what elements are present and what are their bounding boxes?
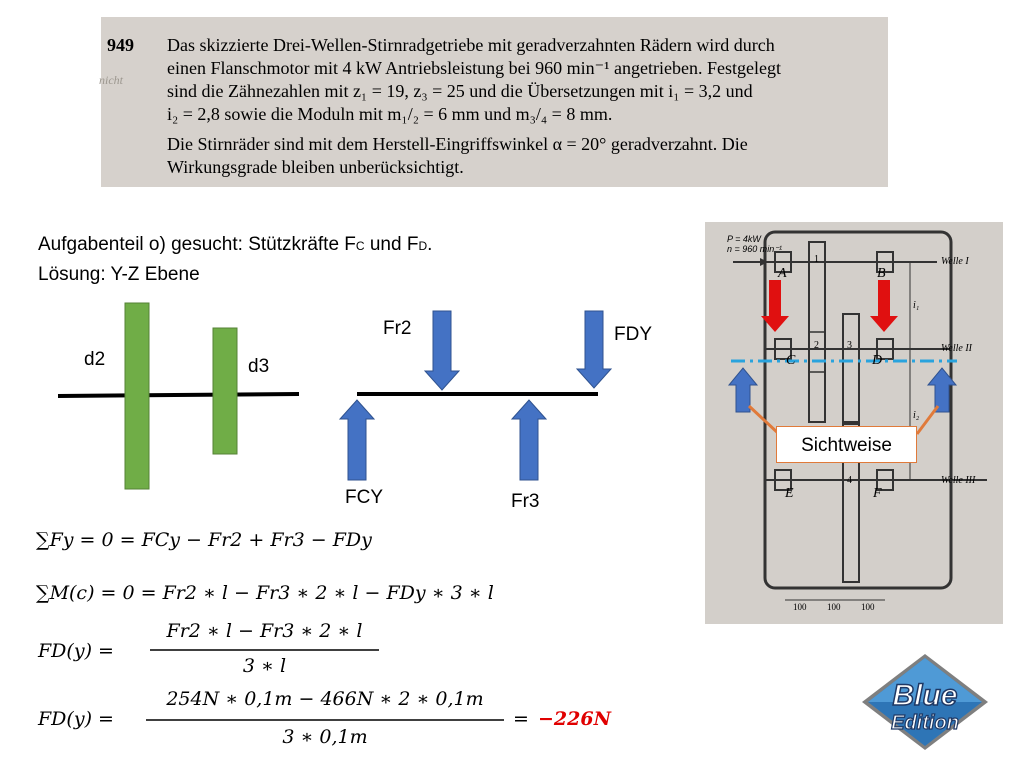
equation-sum-moment: ∑M(c) = 0 = Fr2 ∗ l − Fr3 ∗ 2 ∗ l − FDy ∗ 3 ∗ l: [36, 582, 494, 604]
gear-3-label: 3: [847, 340, 852, 351]
fraction-denominator-1: 3 ∗ l: [242, 655, 287, 677]
gearbox-drawing-scan: [705, 222, 1003, 624]
bearing-a-label: A: [778, 266, 787, 281]
label-d2: d2: [84, 349, 106, 370]
task-heading-main: Aufgabenteil o) gesucht: Stützkräfte F: [38, 234, 356, 255]
fraction-numerator-1: Fr2 ∗ l − Fr3 ∗ 2 ∗ l: [166, 620, 363, 642]
shaft-line: [58, 394, 299, 396]
blue-edition-logo: [858, 650, 992, 754]
task-heading-mid: und F: [364, 234, 419, 255]
i2-label: i₂: [913, 410, 920, 421]
gear-1-label: 1: [814, 254, 819, 265]
bearing-f-label: F: [873, 486, 882, 501]
shaft-1-label: Welle I: [941, 256, 969, 267]
problem-line: i₂ = 2,8 sowie die Moduln mit m₁/₂ = 6 mm und m₃/₄ = 8 mm.: [167, 104, 613, 124]
bearing-d-label: D: [872, 353, 883, 368]
dimension-label-2: 100: [827, 602, 841, 612]
equals-sign: =: [513, 708, 529, 730]
blue-arrow-left: [729, 368, 757, 412]
problem-line: Wirkungsgrade bleiben unberücksichtigt.: [167, 157, 464, 177]
logo-text-blue: Blue: [892, 679, 958, 712]
gear-4-label: 4: [847, 475, 852, 486]
logo-text-edition: Edition: [891, 712, 959, 734]
equation-sum-fy: ∑Fy = 0 = FCy − Fr2 + Fr3 − FDy: [36, 529, 372, 551]
speed-label: n = 960 min⁻¹: [727, 244, 783, 254]
label-d3: d3: [248, 356, 270, 377]
dimension-label-3: 100: [861, 602, 875, 612]
bearing-e-label: E: [785, 486, 794, 501]
label-fdy: FDY: [614, 324, 652, 345]
final-result: −226N: [538, 708, 611, 730]
solution-heading: Lösung: Y-Z Ebene: [38, 264, 200, 285]
red-arrow-b: [870, 280, 898, 332]
problem-line: sind die Zähnezahlen mit z₁ = 19, z₃ = 25 und die Übersetzungen mit i₁ = 3,2 und: [167, 81, 753, 101]
fdy-arrow: [577, 311, 611, 388]
bearing-c-label: C: [786, 353, 796, 368]
view-direction-label: Sichtweise: [776, 426, 917, 463]
gear-d3-bar: [213, 328, 237, 454]
label-fcy: FCY: [345, 487, 383, 508]
fr2-arrow: [425, 311, 459, 390]
fcy-arrow: [340, 400, 374, 480]
task-heading-end: .: [427, 234, 433, 255]
fraction-numerator-2: 254N ∗ 0,1m − 466N ∗ 2 ∗ 0,1m: [166, 688, 484, 710]
gear-2: [809, 332, 825, 372]
label-fr3: Fr3: [511, 491, 540, 512]
shaft-2-label: Welle II: [941, 343, 973, 354]
margin-note: nicht: [99, 73, 123, 87]
equation-fd-lhs-2: FD(y) =: [38, 708, 114, 730]
gear-3: [843, 314, 859, 424]
problem-number: 949: [107, 35, 134, 55]
gear-2-label: 2: [814, 340, 819, 351]
power-label: P = 4kW: [727, 234, 761, 244]
equation-fd-lhs-1: FD(y) =: [38, 640, 114, 662]
problem-line: einen Flanschmotor mit 4 kW Antriebsleistung bei 960 min⁻¹ angetrieben. Festgelegt: [167, 58, 781, 78]
subscript-d: D: [418, 239, 428, 253]
bearing-b-label: B: [877, 266, 886, 281]
orange-line-right: [917, 406, 938, 434]
gear-d2-bar: [125, 303, 149, 489]
problem-line: Das skizzierte Drei-Wellen-Stirnradgetriebe mit geradverzahnten Rädern wird durch: [167, 35, 775, 55]
subscript-c: C: [355, 239, 365, 253]
fr3-arrow: [512, 400, 546, 480]
dimension-label-1: 100: [793, 602, 807, 612]
fraction-denominator-2: 3 ∗ 0,1m: [282, 726, 368, 748]
problem-line: Die Stirnräder sind mit dem Herstell-Eingriffswinkel α = 20° geradverzahnt. Die: [167, 134, 748, 154]
i1-label: i₁: [913, 300, 920, 311]
shaft-3-label: Welle III: [941, 475, 976, 486]
gearbox-drawing: [705, 222, 1003, 624]
label-fr2: Fr2: [383, 318, 412, 339]
